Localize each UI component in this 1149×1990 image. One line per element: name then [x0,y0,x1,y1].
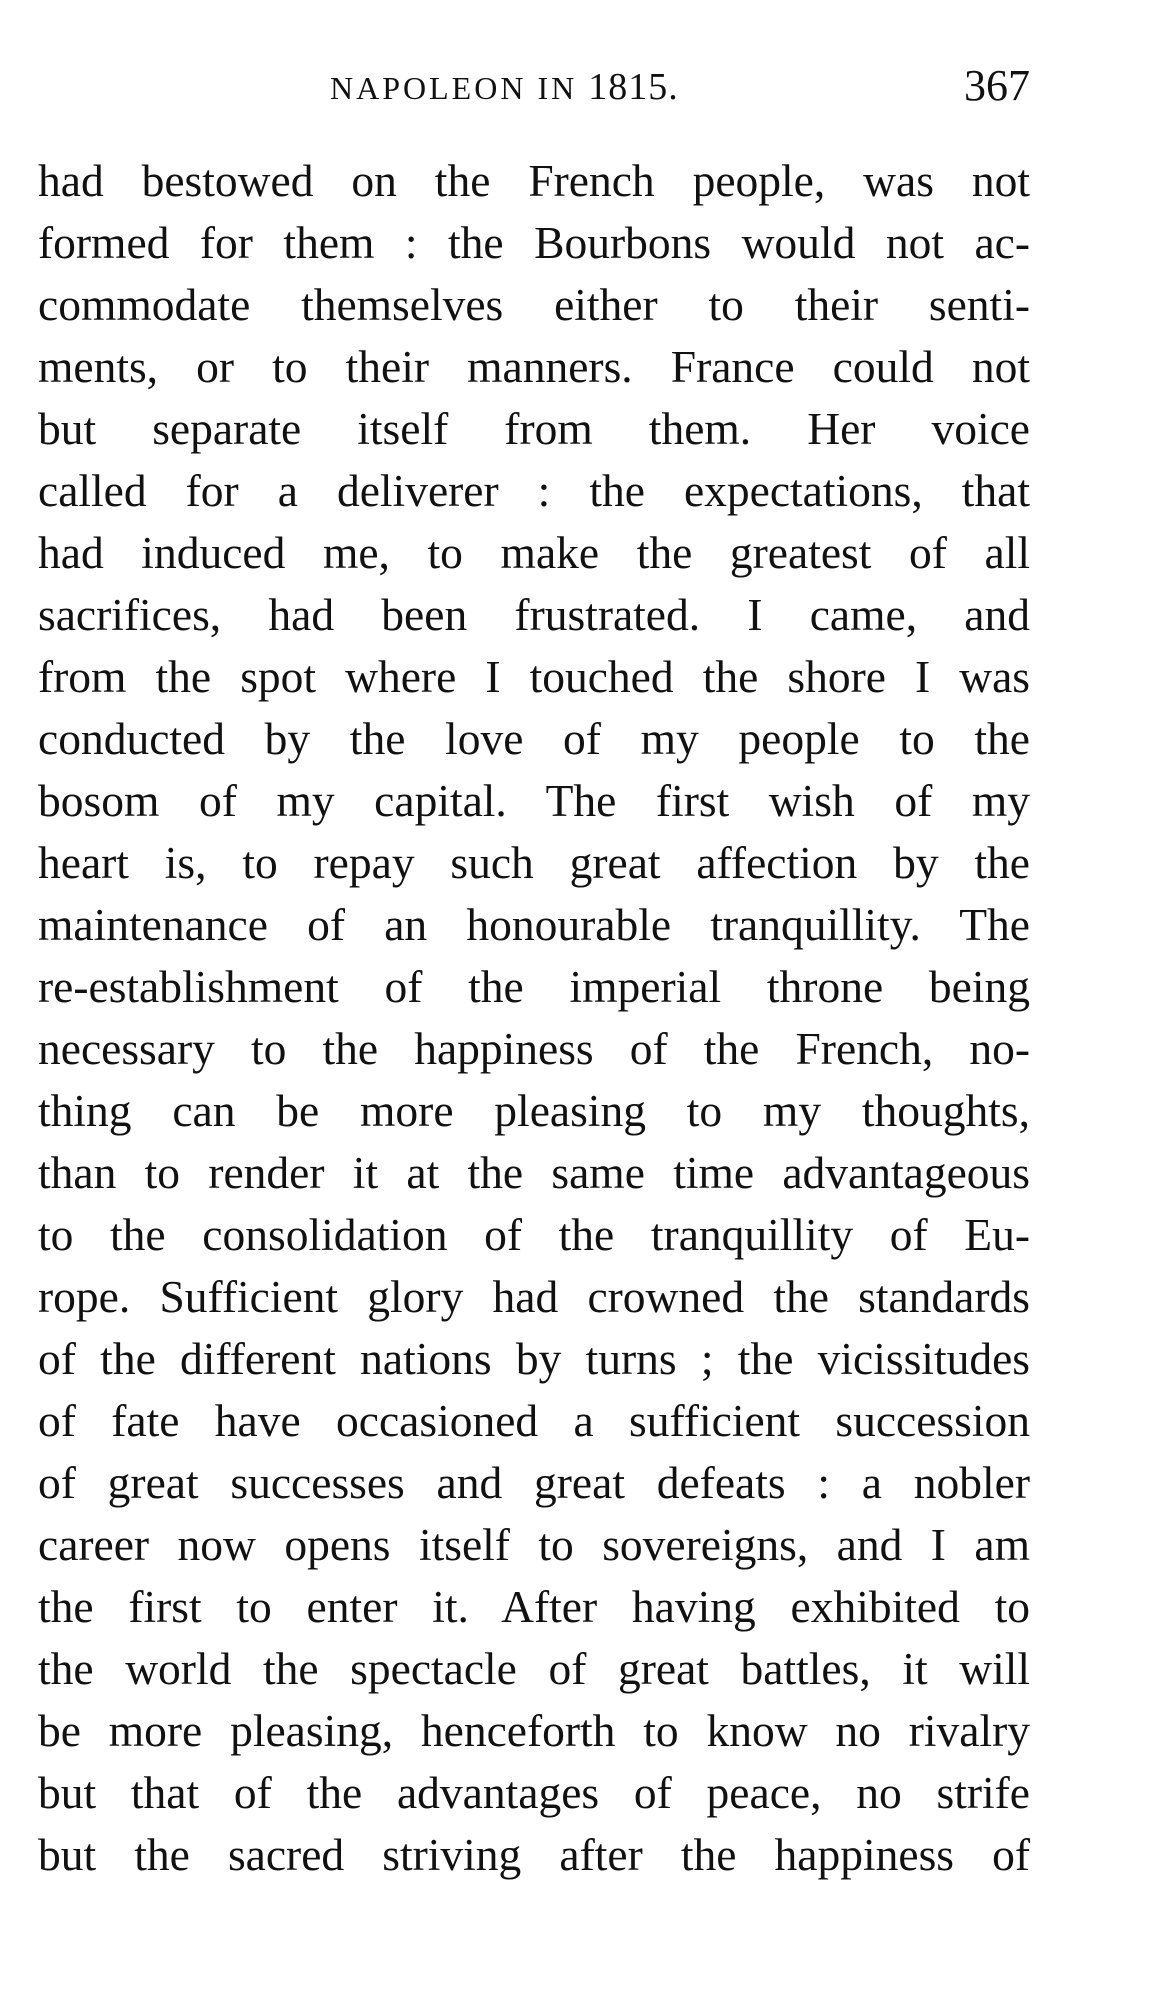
running-head [330,62,1030,112]
text-line: the world the spectacle of great battles, it will [38,1643,1030,1694]
text-line: re-establishment of the imperial throne being [38,961,1030,1012]
text-line: sacrifices, had been frustrated. I came, and [38,589,1030,640]
text-line: to the consolidation of the tranquillity of Eu- [38,1209,1030,1260]
text-line: necessary to the happiness of the French, no- [38,1023,1030,1074]
running-title [330,62,679,113]
text-line: maintenance of an honourable tranquillity. The [38,899,1030,950]
text-line: from the spot where I touched the shore I was [38,651,1030,702]
text-line: conducted by the love of my people to the [38,713,1030,764]
text-line: but that of the advantages of peace, no strife [38,1767,1030,1818]
text-line: be more pleasing, henceforth to know no rivalry [38,1705,1030,1756]
text-line: commodate themselves either to their senti- [38,279,1030,330]
text-line: but separate itself from them. Her voice [38,403,1030,454]
text-line: but the sacred striving after the happiness of [38,1829,1030,1880]
text-line: had induced me, to make the greatest of all [38,527,1030,578]
text-line: had bestowed on the French people, was not [38,155,1030,206]
text-line: of great successes and great defeats : a nobler [38,1457,1030,1508]
text-line: career now opens itself to sovereigns, and I am [38,1519,1030,1570]
text-line: the first to enter it. After having exhibited to [38,1581,1030,1632]
text-line: than to render it at the same time advantageous [38,1147,1030,1198]
text-line: called for a deliverer : the expectations, that [38,465,1030,516]
running-title-year: 1815. [588,66,679,108]
text-line: ments, or to their manners. France could not [38,341,1030,392]
text-line: thing can be more pleasing to my thoughts, [38,1085,1030,1136]
text-line: formed for them : the Bourbons would not ac- [38,217,1030,268]
body-text [38,150,1030,1886]
text-line: bosom of my capital. The first wish of my [38,775,1030,826]
text-line: of the different nations by turns ; the vicissitudes [38,1333,1030,1384]
page-number: 367 [964,61,1030,110]
text-line: of fate have occasioned a sufficient succession [38,1395,1030,1446]
running-title-prefix: NAPOLEON IN [330,70,578,106]
text-line: heart is, to repay such great affection by the [38,837,1030,888]
text-line: rope. Sufficient glory had crowned the standards [38,1271,1030,1322]
